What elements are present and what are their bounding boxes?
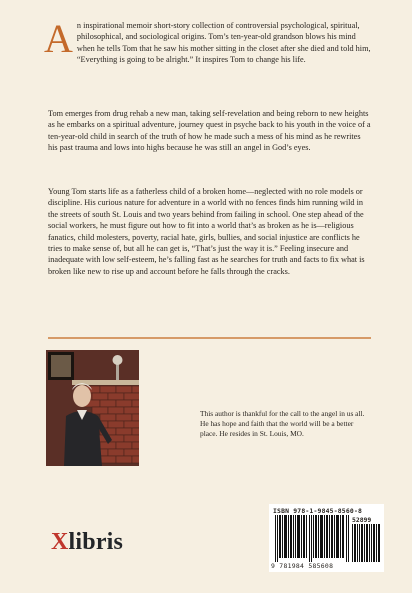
blurb-paragraph-3: Young Tom starts life as a fatherless child of a broken home—neglected with no role models or discipline. His curious nature for adventure in a world with no fences finds him running wild in the streets of south St. Louis and two years behind from failing in school. One step ahead of the social workers, he must figure out how to fit into a world that’s as broken as he is—religious fanatics, child molesters, poverty, racial hate, girls, bullies, and social injustice are conflicts he tries to make sense of, but all he can get is, “That’s just the way it is.” Feeling insecure and inadequate with low self-esteem, he’s falling fast as he searches for truth and facts to fix what is broken like new to rise up and account before he falls through the cracks. xyxy=(48,187,365,276)
drop-cap: A xyxy=(44,16,73,61)
blurb-paragraph-2: Tom emerges from drug rehab a new man, taking self-revelation and being reborn to new heights as he embarks on a spiritual adventure, journey quest in psyche back to his youth in the voice of a ten-year-old child in search of the truth of how he made such a mess of his mind as he rewrites his past trauma and lows into highs because he was still an angel in God’s eyes. xyxy=(48,109,371,153)
author-bio: This author is thankful for the call to the angel in us all. He has hope and faith that the world will be a better place. He resides in St. Louis, MO. xyxy=(200,409,365,439)
author-photo-illustration xyxy=(46,350,139,466)
barcode-box xyxy=(269,504,384,572)
ean-barcode-bars xyxy=(275,515,349,562)
author-photo xyxy=(46,350,139,466)
publisher-logo xyxy=(51,529,123,556)
logo-rest: libris xyxy=(68,529,124,555)
divider-rule xyxy=(48,337,371,339)
ean-digits: 9 781984 585608 xyxy=(271,562,334,570)
isbn-text: ISBN 978-1-9845-8560-8 xyxy=(273,507,363,515)
price-code: 52899 xyxy=(352,516,372,524)
logo-x: X xyxy=(51,529,69,555)
price-addon-bars xyxy=(352,524,380,562)
blurb-paragraph-1-text: n inspirational memoir short-story collection of controversial psychological, spiritual, philosophical, and sociological origins. Tom’s ten-year-old grandson blows his mind when he tells Tom that he saw his mother sitting in the closet after she died and told him, “Everything is going to be alright.” It inspires Tom to change his life. xyxy=(76,21,371,65)
blurb-paragraph-1 xyxy=(44,16,372,66)
